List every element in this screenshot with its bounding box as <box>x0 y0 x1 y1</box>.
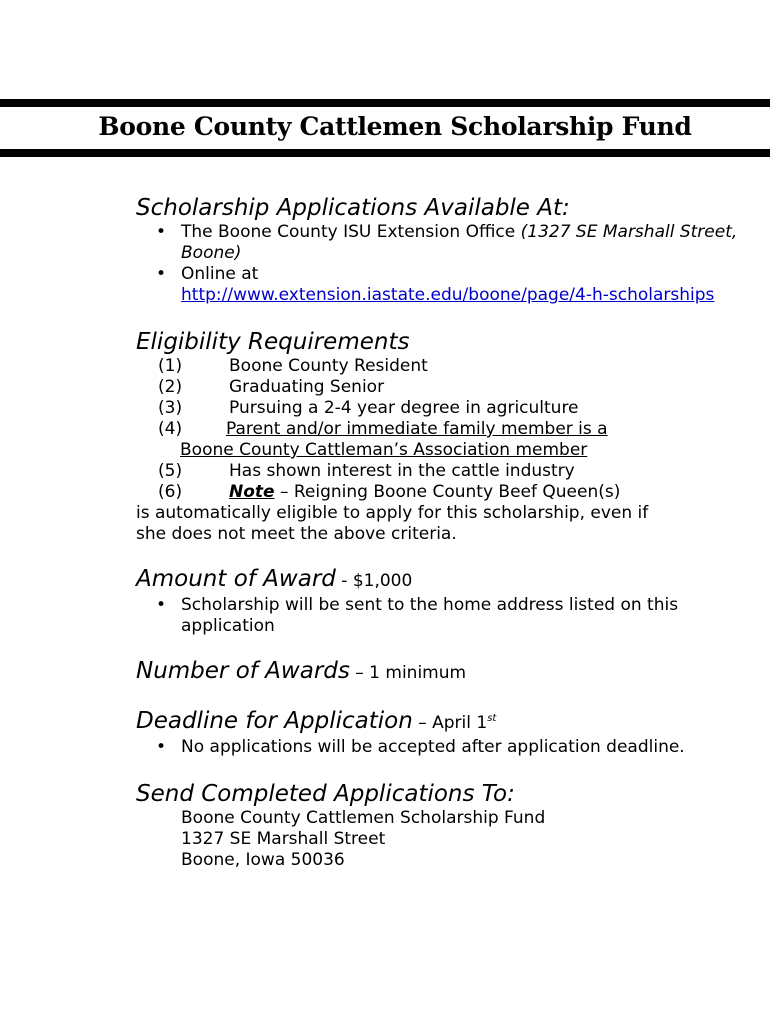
eligibility-item-1 <box>136 356 756 377</box>
note-continuation: is automatically eligible to apply for this scholarship, even if she does not meet the above criteria. <box>136 503 649 544</box>
deadline-heading <box>136 707 756 737</box>
item-text: Boone County Resident <box>229 356 428 376</box>
online-text: Online at <box>181 264 259 284</box>
list-item <box>136 264 756 306</box>
address-line: Boone, Iowa 50036 <box>181 850 345 870</box>
award-list <box>136 595 756 637</box>
availability-list <box>136 222 756 306</box>
deadline-value: – April 1 <box>412 713 488 733</box>
item-number: (1) <box>158 356 183 376</box>
award-heading-text: Amount of Award <box>136 566 336 592</box>
eligibility-list <box>136 356 756 545</box>
note-label: Note <box>229 482 275 502</box>
list-item: • Scholarship will be sent to the home address listed on this application <box>136 595 756 637</box>
deadline-list <box>136 737 756 758</box>
number-of-awards-text: Number of Awards <box>136 658 350 684</box>
scholarship-link[interactable]: http://www.extension.iastate.edu/boone/page/4-h-scholarships <box>181 285 715 305</box>
eligibility-item-6 <box>136 482 756 545</box>
award-heading <box>136 565 756 595</box>
top-rule <box>0 99 770 107</box>
list-item <box>136 222 756 264</box>
deadline-suffix: st <box>487 713 497 724</box>
number-of-awards-heading <box>136 657 756 687</box>
page-title: Boone County Cattlemen Scholarship Fund <box>98 112 692 141</box>
availability-heading: Scholarship Applications Available At: <box>136 195 570 221</box>
list-item: • No applications will be accepted after application deadline. <box>136 737 756 758</box>
item-number: (5) <box>158 461 183 481</box>
address-line: 1327 SE Marshall Street <box>181 829 386 849</box>
office-address: (1327 SE Marshall Street, Boone) <box>181 222 738 263</box>
item-text: Graduating Senior <box>229 377 385 397</box>
item-text: Pursuing a 2-4 year degree in agriculture <box>229 398 579 418</box>
eligibility-item-3 <box>136 398 756 419</box>
office-text: The Boone County ISU Extension Office <box>181 222 521 242</box>
mailing-address <box>136 808 756 871</box>
eligibility-item-5 <box>136 461 756 482</box>
eligibility-item-4 <box>136 419 756 461</box>
eligibility-heading: Eligibility Requirements <box>136 329 410 355</box>
deadline-heading-text: Deadline for Application <box>136 708 413 734</box>
item-number: (3) <box>158 398 183 418</box>
send-to-heading: Send Completed Applications To: <box>136 781 515 807</box>
note-text: – Reigning Boone County Beef Queen(s) <box>274 482 621 502</box>
eligibility-item-2 <box>136 377 756 398</box>
item-number: (6) <box>158 482 183 502</box>
item-text: Parent and/or immediate family member is a Boone County Cattleman’s Association member <box>180 419 608 460</box>
award-value: - $1,000 <box>335 571 413 591</box>
item-text: Has shown interest in the cattle industry <box>229 461 575 481</box>
address-line: Boone County Cattlemen Scholarship Fund <box>181 808 546 828</box>
item-number: (2) <box>158 377 183 397</box>
number-of-awards-value: – 1 minimum <box>349 663 467 683</box>
bottom-rule <box>0 149 770 157</box>
document-body <box>136 194 756 871</box>
item-number: (4) <box>158 419 183 439</box>
